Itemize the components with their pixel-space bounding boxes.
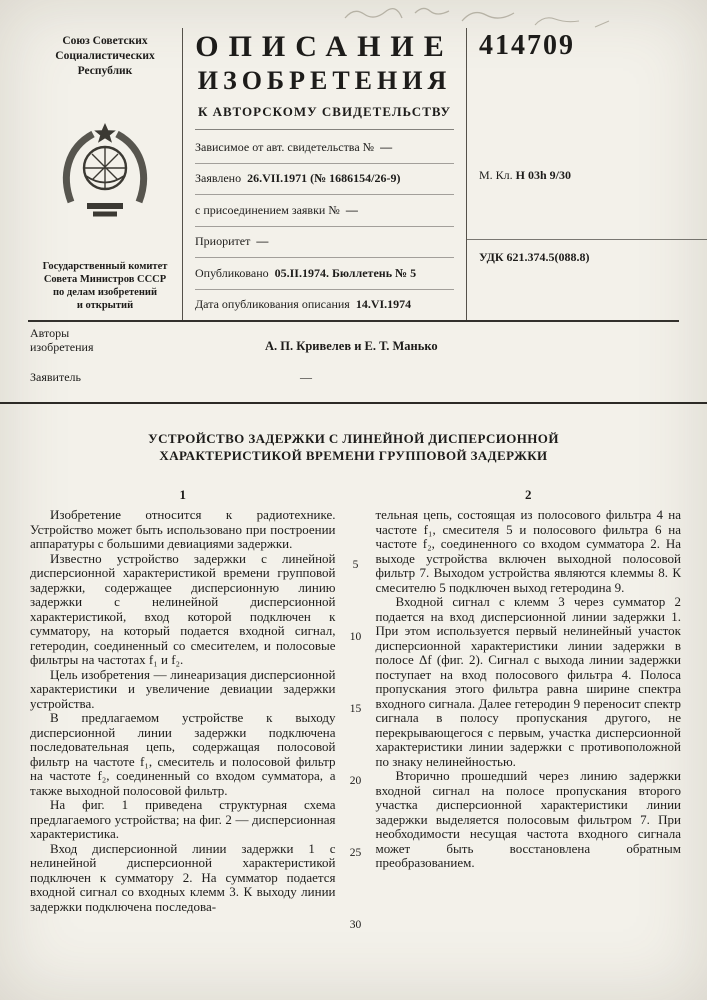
invention-title: УСТРОЙСТВО ЗАДЕРЖКИ С ЛИНЕЙНОЙ ДИСПЕРСИОННОЙ ХАРАКТЕРИСТИКОЙ ВРЕМЕНИ ГРУППОВОЙ ЗАДЕРЖКИ: [148, 431, 559, 463]
field-value: 05.II.1974. Бюллетень № 5: [274, 265, 417, 280]
right-column: [376, 487, 682, 970]
field-label: Зависимое от авт. свидетельства №: [195, 139, 375, 154]
union-name: Союз Советских Социалистических Республик: [55, 35, 155, 77]
paragraph: Входной сигнал с клемм 3 через сумматор 2 подается на вход дисперсионной линии задержки 1. При этом используется первый нелинейный участок дисперсионной характеристики линии задержки в полосе Δf (фиг. 2). Сигнал с выхода линии задержки поступает на вход полосового фильтра 4. Полоса пропускания этого фильтра равна ширине спектра входного сигнала. Далее гетеродин 9 переносит спектр сигнала в полосу пропускания другого, не перекрывающегося с первым, участка дисперсионной характеристики линии задержки с противоположной по знаку нелинейностью.: [375, 594, 681, 769]
field-value: 26.VII.1971 (№ 1686154/26-9): [247, 171, 401, 186]
field-label: Заявлено: [195, 171, 242, 186]
mkl-value: Н 03h 9/30: [515, 168, 572, 182]
field-value: —: [256, 234, 269, 249]
line-number: 20: [349, 775, 362, 787]
paragraph: Изобретение относится к радиотехнике. Устройство может быть использовано при построении аппаратуры с большими девиациями задержки.: [30, 507, 336, 551]
document-header: [28, 28, 679, 322]
line-number: 10: [349, 631, 362, 643]
paragraph: Цель изобретения — линеаризация дисперсионной характеристики и увеличение девиации задержки устройства.: [30, 666, 336, 711]
paragraph: тельная цепь, состоящая из полосового фильтра 4 на частоте f₁, смесителя 5 и полосового фильтра 6 на частоте f₂, соединенного со входом сумматора 2. На выходе устройства включен выходной полосовой фильтр 7. Выходом устройства являются клеммы 8. К смесителю 5 подключен выход гетеродина 9.: [375, 507, 681, 595]
left-column: [30, 487, 336, 970]
line-number: 15: [349, 703, 362, 715]
mkl-class: [479, 168, 571, 183]
field-value: —: [345, 202, 358, 217]
column-number-left: 1: [179, 487, 186, 502]
field-dependent-certificate: [195, 132, 454, 164]
paragraph: Вторично прошедший через линию задержки входной сигнал на полосе пропускания второго участка дисперсионной характеристики линии задержки выделяется полосовым фильтром 7. При необходимости несущая частота входного сигнала может быть восстановлена обратным преобразованием.: [375, 768, 681, 870]
description-body: [30, 487, 681, 970]
field-label: Опубликовано: [195, 265, 269, 280]
applicant-label: Заявитель: [30, 370, 81, 384]
line-number: 30: [349, 919, 362, 931]
line-number: 25: [349, 847, 362, 859]
field-priority: [195, 227, 454, 259]
paragraph: В предлагаемом устройстве к выходу дисперсионной линии задержки подключена последовательная цепь, содержащая полосовой фильтр на частоте f₁, смеситель и полосовой фильтр на частоте f₂, соединенный со входом сумматора, а также выходной полосовой фильтр.: [30, 710, 336, 798]
applicant-value: —: [300, 370, 312, 384]
field-filing-date: [195, 164, 454, 196]
authors-label: Авторы изобретения: [30, 326, 94, 354]
ussr-emblem-icon: [59, 122, 151, 218]
paragraph: На фиг. 1 приведена структурная схема предлагаемого устройства; на фиг. 2 — дисперсионная характеристика.: [30, 797, 336, 841]
field-value: 14.VI.1974: [355, 297, 412, 312]
field-value: —: [380, 139, 393, 154]
certificate-caption: К АВТОРСКОМУ СВИДЕТЕЛЬСТВУ: [195, 104, 454, 130]
patent-number: 414709: [479, 30, 575, 61]
udk-divider: [467, 239, 707, 240]
line-number: 5: [352, 559, 359, 571]
description-title-block: [182, 28, 467, 320]
committee-name: Государственный комитет Совета Министров СССР по делам изобретений и открытий: [42, 261, 168, 311]
doc-type-title: ОПИСАНИЕ: [195, 30, 454, 63]
column-number-right: 2: [525, 487, 532, 502]
field-joined-application: [195, 195, 454, 227]
classification-block: [467, 28, 679, 320]
section-divider: [0, 402, 707, 404]
issuing-authority-block: [28, 28, 182, 320]
field-label: Дата опубликования описания: [195, 297, 350, 312]
field-label: Приоритет: [195, 234, 251, 249]
paragraph: Вход дисперсионной линии задержки 1 с нелинейной дисперсионной характеристикой подключен к сумматору 2. На сумматор подается входной сигнал со входных клемм 3. К выходу линии задержки подключена последова-: [30, 840, 336, 914]
field-published: [195, 258, 454, 290]
mkl-label: М. Кл.: [479, 168, 513, 182]
doc-type-subtitle: ИЗОБРЕТЕНИЯ: [197, 66, 452, 95]
authors-names: А. П. Кривелев и Е. Т. Манько: [265, 339, 438, 353]
bibliographic-fields: [195, 132, 454, 320]
parties-section: [28, 326, 679, 398]
udk-code: УДК 621.374.5(088.8): [479, 250, 590, 264]
field-label: с присоединением заявки №: [195, 202, 340, 217]
field-description-pub-date: [195, 290, 454, 321]
paragraph: Известно устройство задержки с линейной дисперсионной характеристикой времени групповой задержки, содержащее дисперсионную линию задержки с нелинейной дисперсионной характеристикой, вход которой подключен к сумматору, на который подается входной сигнал, гетеродин, соединенный со смесителем, и полосовые фильтры на частотах f₁ и f₂.: [30, 550, 336, 667]
